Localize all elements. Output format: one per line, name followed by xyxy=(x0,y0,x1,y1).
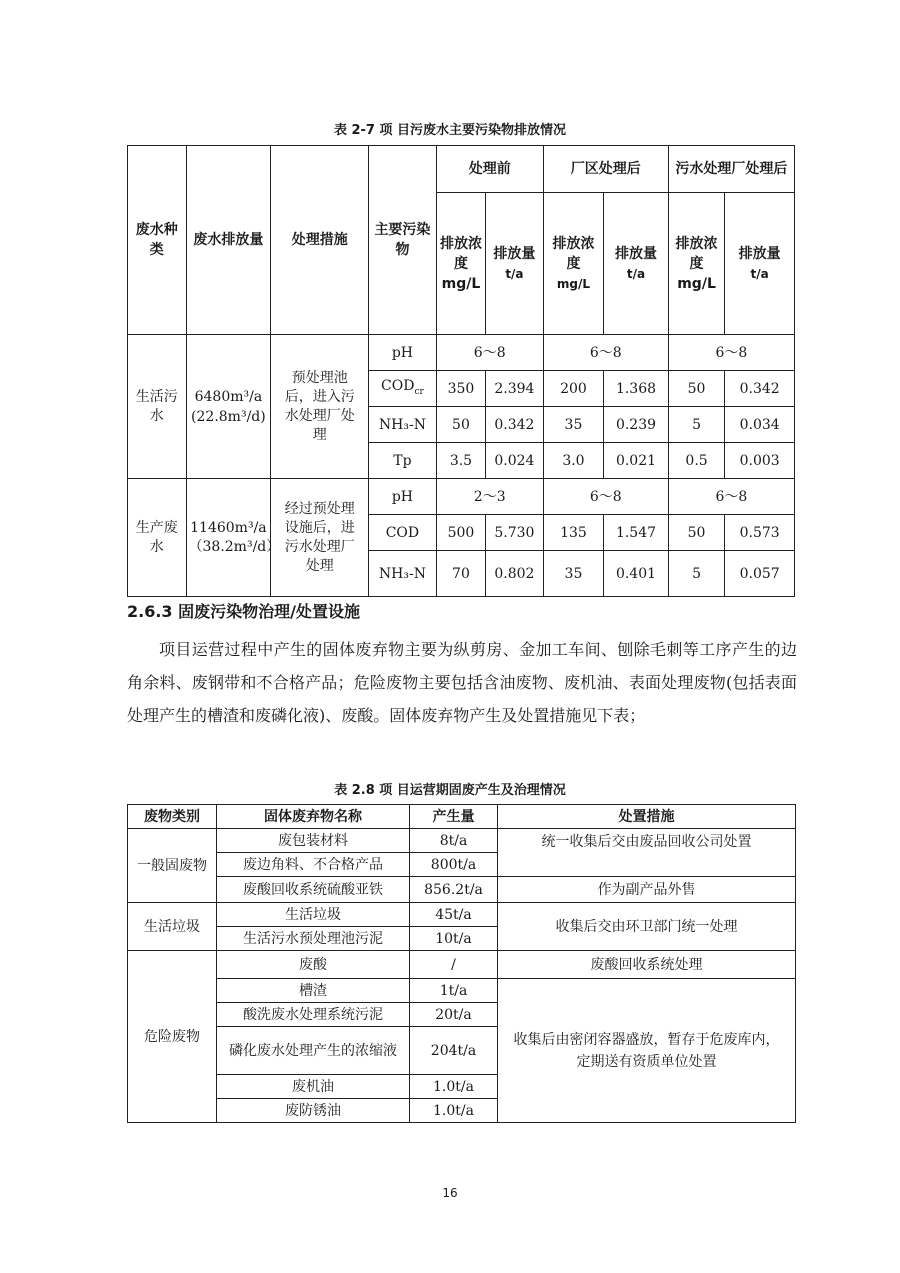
value-cell: 0.034 xyxy=(725,407,795,443)
header-load-wwtp-label: 排放量 xyxy=(738,245,781,262)
value-cell: 500 xyxy=(436,515,485,551)
waste-name: 废包装材料 xyxy=(217,829,410,853)
waste-amount: 20t/a xyxy=(410,1003,498,1027)
header-conc-wwtp: 排放浓度mg/L xyxy=(668,193,725,335)
pollutant-cell: pH xyxy=(369,479,437,515)
unit-ta: t/a xyxy=(750,266,769,281)
waste-amount: 856.2t/a xyxy=(410,877,498,903)
pollutant-cell: Tp xyxy=(369,443,437,479)
waste-name: 磷化废水处理产生的浓缩液 xyxy=(217,1027,410,1075)
volume-domestic-a: 6480m³/a xyxy=(194,388,263,405)
waste-name: 废边角料、不合格产品 xyxy=(217,853,410,877)
value-cell: 1.547 xyxy=(604,515,669,551)
header-plant: 厂区处理后 xyxy=(543,146,668,193)
value-cell: 5 xyxy=(668,407,725,443)
header-category: 废物类别 xyxy=(128,805,217,829)
value-cell: 6～8 xyxy=(668,479,794,515)
table1-caption: 表 2-7 项 目污废水主要污染物排放情况 xyxy=(333,123,567,138)
waste-amount: 800t/a xyxy=(410,853,498,877)
value-cell: 2.394 xyxy=(486,371,544,407)
waste-amount: 10t/a xyxy=(410,927,498,951)
waste-amount: 204t/a xyxy=(410,1027,498,1075)
header-amount: 产生量 xyxy=(410,805,498,829)
value-cell: 50 xyxy=(436,407,485,443)
header-pollutant: 主要污染物 xyxy=(369,146,437,335)
volume-production-b: （38.2m³/d） xyxy=(188,538,281,555)
pollutant-name: COD xyxy=(381,377,415,394)
waste-amount: 1t/a xyxy=(410,979,498,1003)
value-cell: 0.342 xyxy=(486,407,544,443)
table2-caption: 表 2.8 项 目运营期固废产生及治理情况 xyxy=(334,783,566,798)
volume-production xyxy=(186,479,281,597)
measure-production: 经过预处理设施后，进污水处理厂处理 xyxy=(271,479,369,597)
measure-domestic: 预处理池后，进入污水处理厂处理 xyxy=(271,335,369,479)
value-cell: 50 xyxy=(668,515,725,551)
solid-waste-table xyxy=(127,804,796,1123)
value-cell: 70 xyxy=(436,551,485,597)
value-cell: 6～8 xyxy=(543,335,668,371)
waste-amount: 45t/a xyxy=(410,903,498,927)
waste-name: 槽渣 xyxy=(217,979,410,1003)
header-conc-plant-label: 排放浓度 xyxy=(552,235,595,272)
header-name: 固体废弃物名称 xyxy=(217,805,410,829)
value-cell: 0.057 xyxy=(725,551,795,597)
pollutant-cell: NH₃-N xyxy=(369,551,437,597)
waste-name: 生活污水预处理池污泥 xyxy=(217,927,410,951)
header-measure: 处置措施 xyxy=(498,805,796,829)
value-cell: 6～8 xyxy=(543,479,668,515)
header-volume: 废水排放量 xyxy=(186,146,271,335)
value-cell: 6～8 xyxy=(436,335,543,371)
value-cell: 0.573 xyxy=(725,515,795,551)
section-paragraph: 项目运营过程中产生的固体废弃物主要为纵剪房、金加工车间、刨除毛刺等工序产生的边角余料、废钢带和不合格产品；危险废物主要包括含油废物、废机油、表面处理废物(包括表面处理产生的槽渣和废磷化液)、废酸。固体废弃物产生及处置措施见下表； xyxy=(127,640,797,725)
waste-amount: 8t/a xyxy=(410,829,498,853)
header-measure: 处理措施 xyxy=(271,146,369,335)
volume-domestic-b: (22.8m³/d) xyxy=(191,408,266,425)
measure-hazard-b: 收集后由密闭容器盛放，暂存于危废库内，定期送有资质单位处置 xyxy=(498,979,796,1123)
category-domestic: 生活垃圾 xyxy=(128,903,217,951)
volume-domestic xyxy=(186,335,271,479)
value-cell: 0.342 xyxy=(725,371,795,407)
header-load-plant xyxy=(604,193,669,335)
waste-name: 酸洗废水处理系统污泥 xyxy=(217,1003,410,1027)
pollutant-cell: pH xyxy=(369,335,437,371)
waste-amount: 1.0t/a xyxy=(410,1075,498,1099)
header-type: 废水种类 xyxy=(128,146,187,335)
value-cell: 0.003 xyxy=(725,443,795,479)
value-cell: 50 xyxy=(668,371,725,407)
category-general: 一般固废物 xyxy=(128,829,217,903)
pollutant-cell: COD xyxy=(369,515,437,551)
header-before: 处理前 xyxy=(436,146,543,193)
measure-hazard-a: 废酸回收系统处理 xyxy=(498,951,796,979)
unit-mgl: mg/L xyxy=(556,276,591,291)
value-cell: 0.021 xyxy=(604,443,669,479)
pollutant-cell xyxy=(369,371,437,407)
pollutant-cell: NH₃-N xyxy=(369,407,437,443)
value-cell: 35 xyxy=(543,551,604,597)
waste-name: 生活垃圾 xyxy=(217,903,410,927)
header-conc-before: 排放浓度mg/L xyxy=(436,193,485,335)
value-cell: 2～3 xyxy=(436,479,543,515)
value-cell: 5.730 xyxy=(486,515,544,551)
value-cell: 0.401 xyxy=(604,551,669,597)
unit-ta: t/a xyxy=(626,266,646,281)
measure-general-b: 作为副产品外售 xyxy=(498,877,796,903)
waste-amount: 1.0t/a xyxy=(410,1099,498,1123)
section-heading: 2.6.3 固废污染物治理/处置设施 xyxy=(127,602,360,621)
pollutant-subscript: cr xyxy=(414,386,424,397)
measure-domestic: 收集后交由环卫部门统一处理 xyxy=(498,903,796,951)
type-production: 生产废水 xyxy=(128,479,187,597)
header-load-plant-label: 排放量 xyxy=(615,245,657,262)
value-cell: 6～8 xyxy=(668,335,794,371)
header-wwtp: 污水处理厂处理后 xyxy=(668,146,794,193)
value-cell: 3.0 xyxy=(543,443,604,479)
header-load-before xyxy=(486,193,544,335)
page-number: 16 xyxy=(442,1186,458,1200)
waste-amount: / xyxy=(410,951,498,979)
header-load-before-label: 排放量 xyxy=(493,245,536,262)
unit-ta: t/a xyxy=(505,266,524,281)
category-hazard: 危险废物 xyxy=(128,951,217,1123)
value-cell: 0.5 xyxy=(668,443,725,479)
waste-name: 废酸回收系统硫酸亚铁 xyxy=(217,877,410,903)
value-cell: 3.5 xyxy=(436,443,485,479)
value-cell: 0.239 xyxy=(604,407,669,443)
header-conc-plant xyxy=(543,193,604,335)
measure-general-a: 统一收集后交由废品回收公司处置 xyxy=(498,829,796,877)
volume-production-a: 11460m³/a xyxy=(190,519,267,536)
value-cell: 1.368 xyxy=(604,371,669,407)
waste-name: 废防锈油 xyxy=(217,1099,410,1123)
waste-name: 废酸 xyxy=(217,951,410,979)
wastewater-table xyxy=(127,145,795,597)
value-cell: 0.024 xyxy=(486,443,544,479)
value-cell: 350 xyxy=(436,371,485,407)
value-cell: 135 xyxy=(543,515,604,551)
value-cell: 35 xyxy=(543,407,604,443)
value-cell: 200 xyxy=(543,371,604,407)
value-cell: 0.802 xyxy=(486,551,544,597)
waste-name: 废机油 xyxy=(217,1075,410,1099)
type-domestic: 生活污水 xyxy=(128,335,187,479)
value-cell: 5 xyxy=(668,551,725,597)
header-load-wwtp xyxy=(725,193,795,335)
